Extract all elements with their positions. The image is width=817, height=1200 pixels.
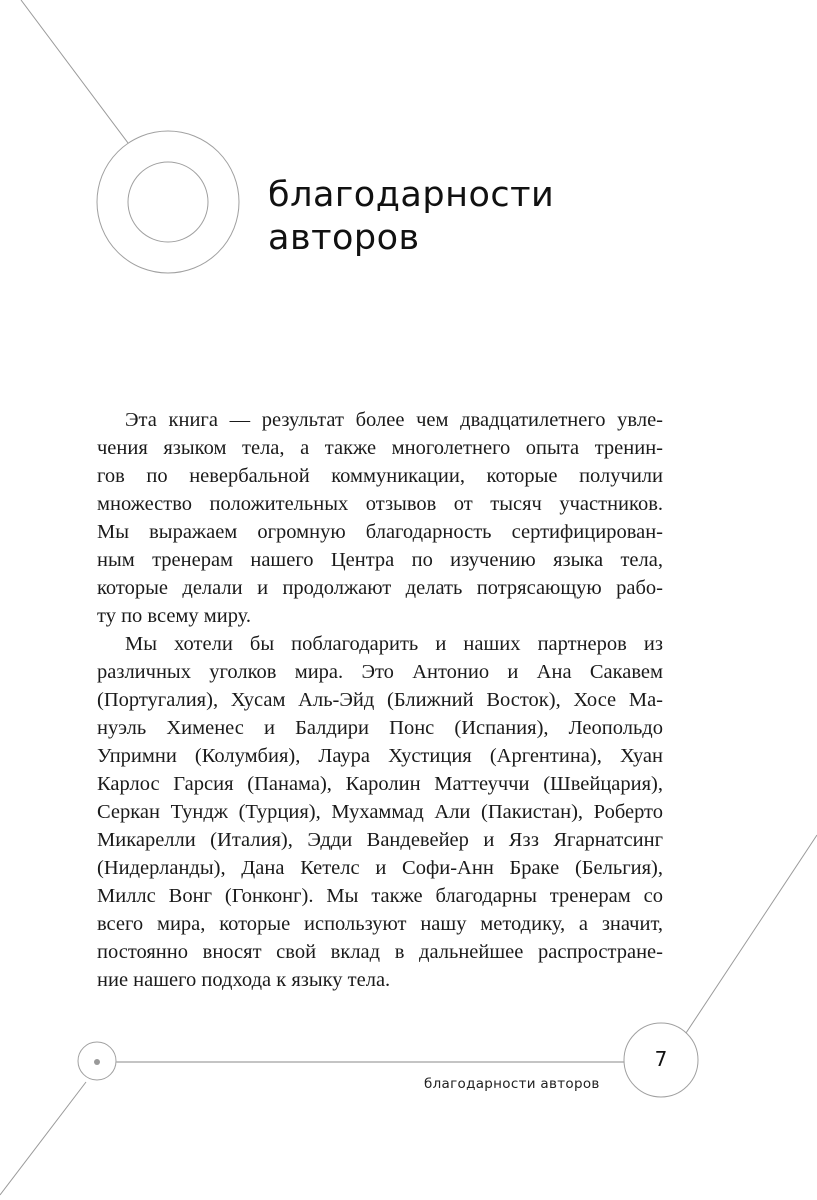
text-line: Серкан Тундж (Турция), Мухаммад Али (Пакистан), Роберто xyxy=(97,801,663,823)
text-line: Упримни (Колумбия), Лаура Хустиция (Аргентина), Хуан xyxy=(97,745,663,767)
body-text xyxy=(97,406,663,994)
chapter-title-line-1: благодарности xyxy=(268,175,555,215)
text-line: ным тренерам нашего Центра по изучению языка тела, xyxy=(97,549,663,571)
right-connector-line xyxy=(686,835,817,1033)
footer-dot-icon xyxy=(94,1059,100,1065)
text-line: (Нидерланды), Дана Кетелс и Софи-Анн Браке (Бельгия), xyxy=(97,857,663,879)
top-connector-line xyxy=(21,0,128,143)
text-line: Микарелли (Италия), Эдди Вандевейер и Язз Ягарнатсинг xyxy=(97,829,663,851)
chapter-title xyxy=(268,174,554,260)
text-line: которые делали и продолжают делать потрясающую рабо- xyxy=(97,577,663,599)
text-line: ние нашего подхода к языку тела. xyxy=(97,969,391,991)
bottom-left-connector-line xyxy=(0,1082,86,1195)
text-line: ту по всему миру. xyxy=(97,605,252,627)
running-title: благодарности авторов xyxy=(424,1076,600,1092)
text-line: Эта книга — результат более чем двадцатилетнего увле- xyxy=(125,409,663,431)
text-line: всего мира, которые используют нашу методику, а значит, xyxy=(97,913,663,935)
text-line: (Португалия), Хусам Аль-Эйд (Ближний Восток), Хосе Ма- xyxy=(97,689,663,711)
text-line: гов по невербальной коммуникации, которые получили xyxy=(97,465,663,487)
paragraph-2 xyxy=(97,630,663,994)
chapter-inner-circle-icon xyxy=(128,162,208,242)
text-line: различных уголков мира. Это Антонио и Ана Сакавем xyxy=(97,661,663,683)
chapter-title-line-2: авторов xyxy=(268,218,420,258)
chapter-outer-circle-icon xyxy=(97,131,239,273)
text-line: Миллс Вонг (Гонконг). Мы также благодарны тренерам со xyxy=(97,885,663,907)
paragraph-1 xyxy=(97,406,663,630)
text-line: постоянно вносят свой вклад в дальнейшее распростране- xyxy=(97,941,663,963)
page-number: 7 xyxy=(654,1047,668,1071)
text-line: Мы хотели бы поблагодарить и наших партнеров из xyxy=(125,633,663,655)
text-line: нуэль Хименес и Балдири Понс (Испания), Леопольдо xyxy=(97,717,663,739)
text-line: чения языком тела, а также многолетнего опыта тренин- xyxy=(97,437,663,459)
text-line: множество положительных отзывов от тысяч участников. xyxy=(97,493,663,515)
text-line: Карлос Гарсия (Панама), Каролин Маттеуччи (Швейцария), xyxy=(97,773,663,795)
text-line: Мы выражаем огромную благодарность сертифицирован- xyxy=(97,521,663,543)
